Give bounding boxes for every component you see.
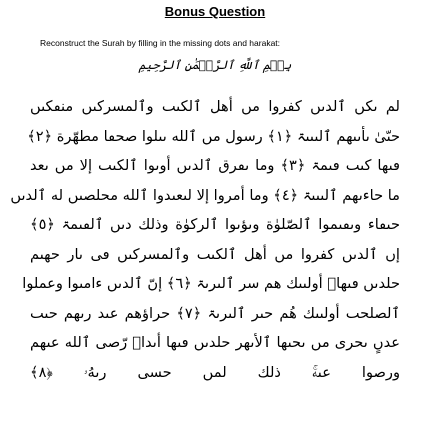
verse-line: ورصوا عٮهۚ ذلك لمں حسى رٮهُۥ ﴿٨﴾ <box>30 363 400 381</box>
verse-line: عدںٍ ٮحرى مں ٮحٮها ٱلأٮهر حلدىں ڡىها أٮداۖ رّصى ٱلله عٮهم <box>30 334 400 351</box>
verse-line: إں ٱلدىں كفروا مں أهل ٱلكىٮ وٱلمسركىں ڡى ٮار حهٮم <box>30 245 400 263</box>
bismillah-calligraphy: بِسۡمِ ٱللَّهِ ٱلرَّحۡمَٰنِ ٱلرَّحِيمِ <box>138 58 292 72</box>
verse-line: ٱلصلحٮ أولٮىك هُم حىر ٱلٮرىۃ ﴿٧﴾ حراؤهم عٮد رٮهم حٮٮ <box>30 304 400 322</box>
verse-line: ما حاءٮهم ٱلٮىىۃ ﴿٤﴾ وما أمروا إلا لىعٮدوا ٱلله محلصىں له ٱلدىں <box>10 186 400 204</box>
heading: Bonus Question <box>164 4 266 19</box>
surah-text <box>10 92 400 387</box>
verse-line: ڡىها كٮٮ ڡىمۃ ﴿٣﴾ وما ٮڡرق ٱلدىں أوٮوا ٱلكٮٮ إلا مں ٮعد <box>30 157 400 174</box>
verse-line: لم ىكں ٱلدىں كفروا مں أهل ٱلكىٮ وٱلمسركىں منڡكىں <box>30 98 400 115</box>
verse-line: حلدىں ڡىهاۚ أولٮىك هم سر ٱلٮرىۃ ﴿٦﴾ إںّ ٱلدىں ءامٮوا وعملوا <box>22 275 400 292</box>
verse-line: حىّىٰ ىأٮىهم ٱلٮىىۃ ﴿١﴾ رسول مں ٱلله ىٮلوا صحڡا مطهّرة ﴿٢﴾ <box>27 127 400 145</box>
instruction: Reconstruct the Surah by filling in the missing dots and harakat: <box>40 38 281 48</box>
verse-line: حٮڡاء وىڡىموا ٱلصّلوٰة وىؤٮوا ٱلركوٰة وذلك دىں ٱلڡىمۃ ﴿٥﴾ <box>30 216 400 233</box>
